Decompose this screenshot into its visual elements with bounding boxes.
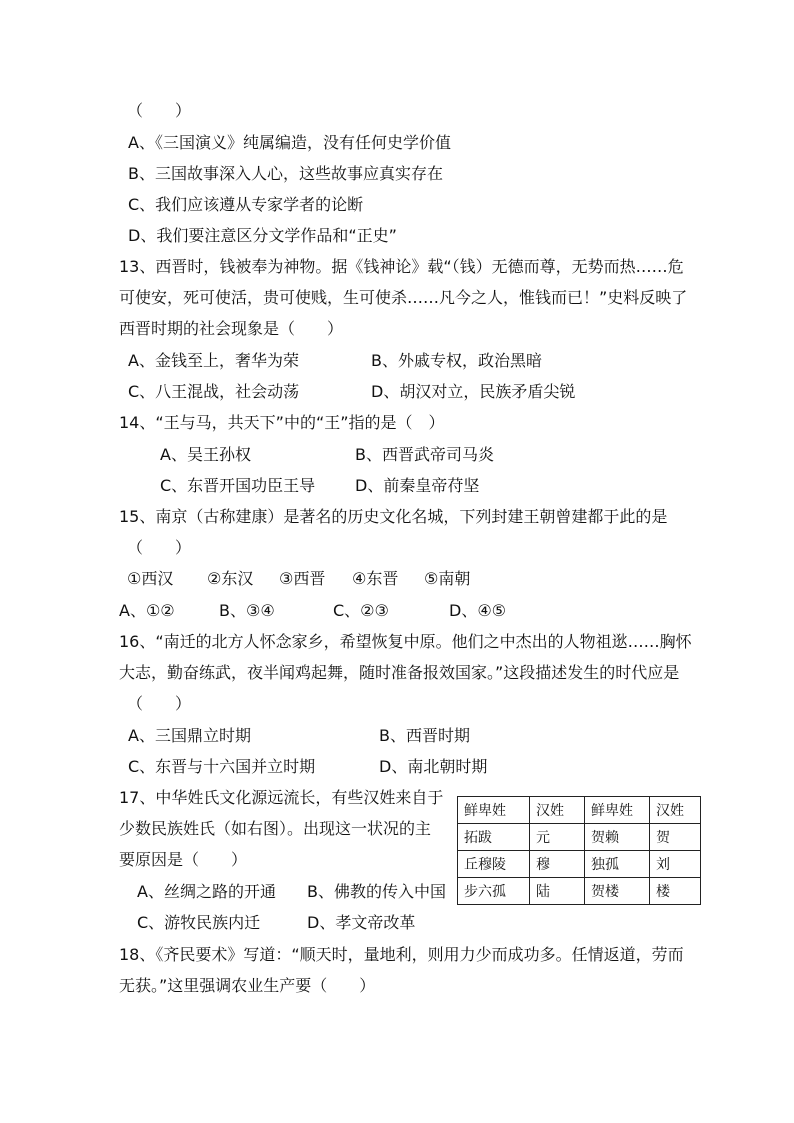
q15-item-2: ②东汉 — [207, 569, 254, 588]
q17-stem-line-2: 少数民族姓氏（如右图）。出现这一状况的主 — [119, 819, 432, 838]
q16-stem-line-1: 16、“南迁的北方人怀念家乡，希望恢复中原。他们之中杰出的人物祖逖……胸怀 — [119, 632, 692, 651]
q13-option-b: B、外戚专权，政治黑暗 — [371, 351, 542, 370]
q15-blank: （ ） — [127, 538, 192, 557]
q15-item-5: ⑤南朝 — [424, 569, 471, 588]
q14-stem: 14、“王与马，共天下”中的“王”指的是（ ） — [119, 413, 445, 432]
q12-blank: （ ） — [127, 101, 192, 120]
table-cell: 拓跋 — [458, 824, 530, 851]
q15-stem: 15、南京（古称建康）是著名的历史文化名城，下列封建王朝曾建都于此的是 — [119, 507, 668, 526]
q15-item-1: ①西汉 — [127, 569, 174, 588]
table-cell: 独孤 — [585, 851, 650, 878]
q17-stem-line-3: 要原因是（ ） — [119, 850, 248, 869]
table-row — [458, 878, 701, 905]
table-cell: 刘 — [650, 851, 701, 878]
q17-stem-line-1: 17、中华姓氏文化源远流长，有些汉姓来自于 — [119, 788, 444, 807]
q15-item-3: ③西晋 — [279, 569, 326, 588]
table-header-cell: 鲜卑姓 — [585, 797, 650, 824]
table-cell: 元 — [530, 824, 585, 851]
q17-option-d: D、孝文帝改革 — [307, 913, 416, 932]
q18-stem-line-1: 18、《齐民要术》写道：“顺天时，量地利，则用力少而成功多。任情返道，劳而 — [119, 945, 684, 964]
table-header-cell: 汉姓 — [650, 797, 701, 824]
q13-option-d: D、胡汉对立，民族矛盾尖锐 — [371, 382, 576, 401]
q13-stem-line-3: 西晋时期的社会现象是（ ） — [119, 319, 344, 338]
q15-option-b: B、③④ — [219, 601, 275, 620]
q15-option-d: D、④⑤ — [449, 601, 507, 620]
table-cell: 丘穆陵 — [458, 851, 530, 878]
table-header-row — [458, 797, 701, 824]
table-cell: 步六孤 — [458, 878, 530, 905]
q12-option-c: C、我们应该遵从专家学者的论断 — [128, 195, 364, 214]
q14-option-d: D、前秦皇帝苻坚 — [355, 476, 480, 495]
q12-option-a: A、《三国演义》纯属编造，没有任何史学价值 — [128, 133, 451, 152]
q14-option-a: A、吴王孙权 — [160, 445, 251, 464]
q14-option-b: B、西晋武帝司马炎 — [355, 445, 494, 464]
q16-option-c: C、东晋与十六国并立时期 — [128, 757, 316, 776]
q16-option-b: B、西晋时期 — [379, 726, 470, 745]
table-header-cell: 汉姓 — [530, 797, 585, 824]
table-cell: 贺 — [650, 824, 701, 851]
table-header-cell: 鲜卑姓 — [458, 797, 530, 824]
q15-option-c: C、②③ — [333, 601, 389, 620]
q12-option-d: D、我们要注意区分文学作品和“正史” — [128, 226, 397, 245]
table-row — [458, 824, 701, 851]
q17-option-b: B、佛教的传入中国 — [307, 882, 446, 901]
table-cell: 贺楼 — [585, 878, 650, 905]
table-cell: 楼 — [650, 878, 701, 905]
q15-option-a: A、①② — [119, 601, 175, 620]
q13-option-a: A、金钱至上，奢华为荣 — [128, 351, 299, 370]
q13-stem-line-1: 13、西晋时，钱被奉为神物。据《钱神论》载“（钱）无德而尊，无势而热……危 — [119, 257, 684, 276]
q12-option-b: B、三国故事深入人心，这些故事应真实存在 — [128, 164, 443, 183]
q15-item-4: ④东晋 — [352, 569, 399, 588]
q14-option-c: C、东晋开国功臣王导 — [160, 476, 316, 495]
table-cell: 穆 — [530, 851, 585, 878]
q17-option-c: C、游牧民族内迁 — [137, 913, 261, 932]
q16-option-d: D、南北朝时期 — [379, 757, 488, 776]
surname-table — [457, 796, 701, 905]
table-cell: 陆 — [530, 878, 585, 905]
q18-stem-line-2: 无获。”这里强调农业生产要（ ） — [119, 976, 376, 995]
q16-option-a: A、三国鼎立时期 — [128, 726, 251, 745]
table-cell: 贺赖 — [585, 824, 650, 851]
q13-option-c: C、八王混战，社会动荡 — [128, 382, 300, 401]
q13-stem-line-2: 可使安，死可使活，贵可使贱，生可使杀……凡今之人，惟钱而已！”史料反映了 — [119, 288, 688, 307]
q16-blank: （ ） — [127, 694, 192, 713]
q16-stem-line-2: 大志，勤奋练武，夜半闻鸡起舞，随时准备报效国家。”这段描述发生的时代应是 — [119, 663, 680, 682]
table-row — [458, 851, 701, 878]
q17-option-a: A、丝绸之路的开通 — [137, 882, 276, 901]
